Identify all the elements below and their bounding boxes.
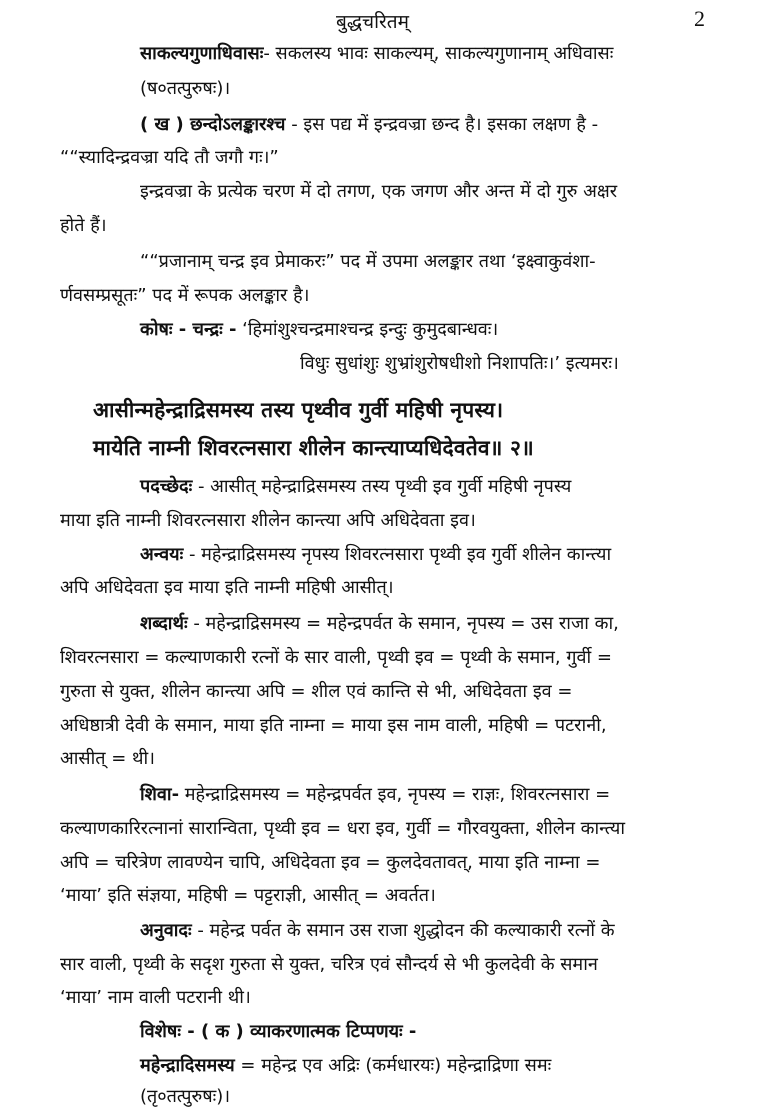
anuvada-text: - महेन्द्र पर्वत के समान उस राजा शुद्धोदन की कल्याकारी रत्नों के xyxy=(191,920,615,941)
verse-line-1: आसीन्महेन्द्राद्रिसमस्य तस्य पृथ्वीव गुर्वी महिषी नृपस्य। xyxy=(93,398,504,422)
shiva-text: महेन्द्राद्रिसमस्य = महेन्द्रपर्वत इव, नृपस्य = राज्ञः, शिवरत्नसारा = xyxy=(179,784,611,805)
vishesha-line-1 xyxy=(140,1052,551,1080)
anuvada-line-2: सार वाली, पृथ्वी के सदृश गुरुता से युक्त, चरित्र एवं सौन्दर्य से भी कुलदेवी के समान xyxy=(60,954,598,975)
chhanda-line-5: ““प्रजानाम् चन्द्र इव प्रेमाकरः” पद में उपमा अलङ्कार तथा ‘इक्ष्वाकुवंशा- xyxy=(140,251,596,272)
padachheda-term: पदच्छेदः xyxy=(140,476,193,497)
anvaya-text: - महेन्द्राद्रिसमस्य नृपस्य शिवरत्नसारा पृथ्वी इव गुर्वी शीलेन कान्त्या xyxy=(183,544,612,565)
anvaya-line-2: अपि अधिदेवता इव माया इति नाम्नी महिषी आसीत्। xyxy=(60,577,394,598)
padachheda-line-1 xyxy=(140,473,571,501)
kosha-text: ‘हिमांशुश्चन्द्रमाश्चन्द्र इन्दुः कुमुदबान्धवः। xyxy=(236,319,499,340)
anuvada-line-3: ‘माया’ नाम वाली पटरानी थी। xyxy=(60,987,251,1008)
kosha-line-1 xyxy=(140,316,498,344)
shiva-line-4: ‘माया’ इति संज्ञया, महिषी = पट्टराज्ञी, आसीत् = अवर्तत। xyxy=(60,885,436,906)
shiva-line-2: कल्याणकारिरत्नानां सारान्विता, पृथ्वी इव = धरा इव, गुर्वी = गौरवयुक्ता, शीलेन कान्त्या xyxy=(60,818,626,839)
anvaya-term: अन्वयः xyxy=(140,544,184,565)
running-title: बुद्धचरितम् xyxy=(336,11,409,33)
chhanda-line-1 xyxy=(140,111,598,139)
vishesha-term: महेन्द्रादिसमस्य xyxy=(140,1055,235,1076)
shabdartha-term: शब्दार्थः xyxy=(140,613,188,634)
chhanda-line-3: इन्द्रवज्रा के प्रत्येक चरण में दो तगण, एक जगण और अन्त में दो गुरु अक्षर xyxy=(140,181,618,202)
vishesha-line-2: (तृ०तत्पुरुषः)। xyxy=(140,1086,231,1107)
vishesha-heading: विशेषः - ( क ) व्याकरणात्मक टिप्पणयः - xyxy=(140,1021,417,1042)
saakalya-text: - सकलस्य भावः साकल्यम्, साकल्यगुणानाम् अधिवासः xyxy=(263,43,614,64)
shiva-line-3: अपि = चरित्रेण लावण्येन चापि, अधिदेवता इव = कुलदेवतावत्, माया इति नाम्ना = xyxy=(60,852,601,873)
chhanda-line-6: र्णवसम्प्रसूतः” पद में रूपक अलङ्कार है। xyxy=(60,285,310,306)
shabdartha-line-2: शिवरत्नसारा = कल्याणकारी रत्नों के सार वाली, पृथ्वी इव = पृथ्वी के समान, गुर्वी = xyxy=(60,647,612,668)
saakalya-line-2: (ष०तत्पुरुषः)। xyxy=(140,78,231,99)
anuvada-line-1 xyxy=(140,917,615,945)
chhanda-term: ( ख ) छन्दोऽलङ्कारश्च xyxy=(140,114,286,135)
anuvada-term: अनुवादः xyxy=(140,920,192,941)
padachheda-line-2: माया इति नाम्नी शिवरत्नसारा शीलेन कान्त्या अपि अधिदेवता इव। xyxy=(60,510,476,531)
kosha-line-2: विधुः सुधांशुः शुभ्रांशुरोषधीशो निशापतिः।’ इत्यमरः। xyxy=(300,353,619,374)
page-header xyxy=(0,8,780,38)
shabdartha-line-1 xyxy=(140,610,619,638)
padachheda-text: - आसीत् महेन्द्राद्रिसमस्य तस्य पृथ्वी इव गुर्वी महिषी नृपस्य xyxy=(192,476,572,497)
shiva-line-1 xyxy=(140,781,610,809)
verse-line-2: मायेति नाम्नी शिवरत्नसारा शीलेन कान्त्याप्यधिदेवतेव॥ २॥ xyxy=(93,436,534,460)
kosha-term: कोषः - चन्द्रः - xyxy=(140,319,237,340)
page-number: 2 xyxy=(694,6,705,31)
anvaya-line-1 xyxy=(140,541,611,569)
saakalya-term: साकल्यगुणाधिवासः xyxy=(140,43,264,64)
vishesha-text: = महेन्द्र एव अद्रिः (कर्मधारयः) महेन्द्राद्रिणा समः xyxy=(234,1055,552,1076)
chhanda-line-4: होते हैं। xyxy=(60,215,107,236)
shabdartha-line-3: गुरुता से युक्त, शीलेन कान्त्या अपि = शील एवं कान्ति से भी, अधिदेवता इव = xyxy=(60,681,573,702)
shiva-term: शिवा- xyxy=(140,784,180,805)
saakalya-line-1 xyxy=(140,40,613,68)
shabdartha-line-4: अधिष्ठात्री देवी के समान, माया इति नाम्ना = माया इस नाम वाली, महिषी = पटरानी, xyxy=(60,715,607,736)
shabdartha-line-5: आसीत् = थी। xyxy=(60,748,155,769)
chhanda-text: - इस पद्य में इन्द्रवज्रा छन्द है। इसका लक्षण है - xyxy=(285,114,599,135)
shabdartha-text: - महेन्द्राद्रिसमस्य = महेन्द्रपर्वत के समान, नृपस्य = उस राजा का, xyxy=(187,613,619,634)
chhanda-line-2: ““स्यादिन्द्रवज्रा यदि तौ जगौ गः।” xyxy=(60,147,279,168)
